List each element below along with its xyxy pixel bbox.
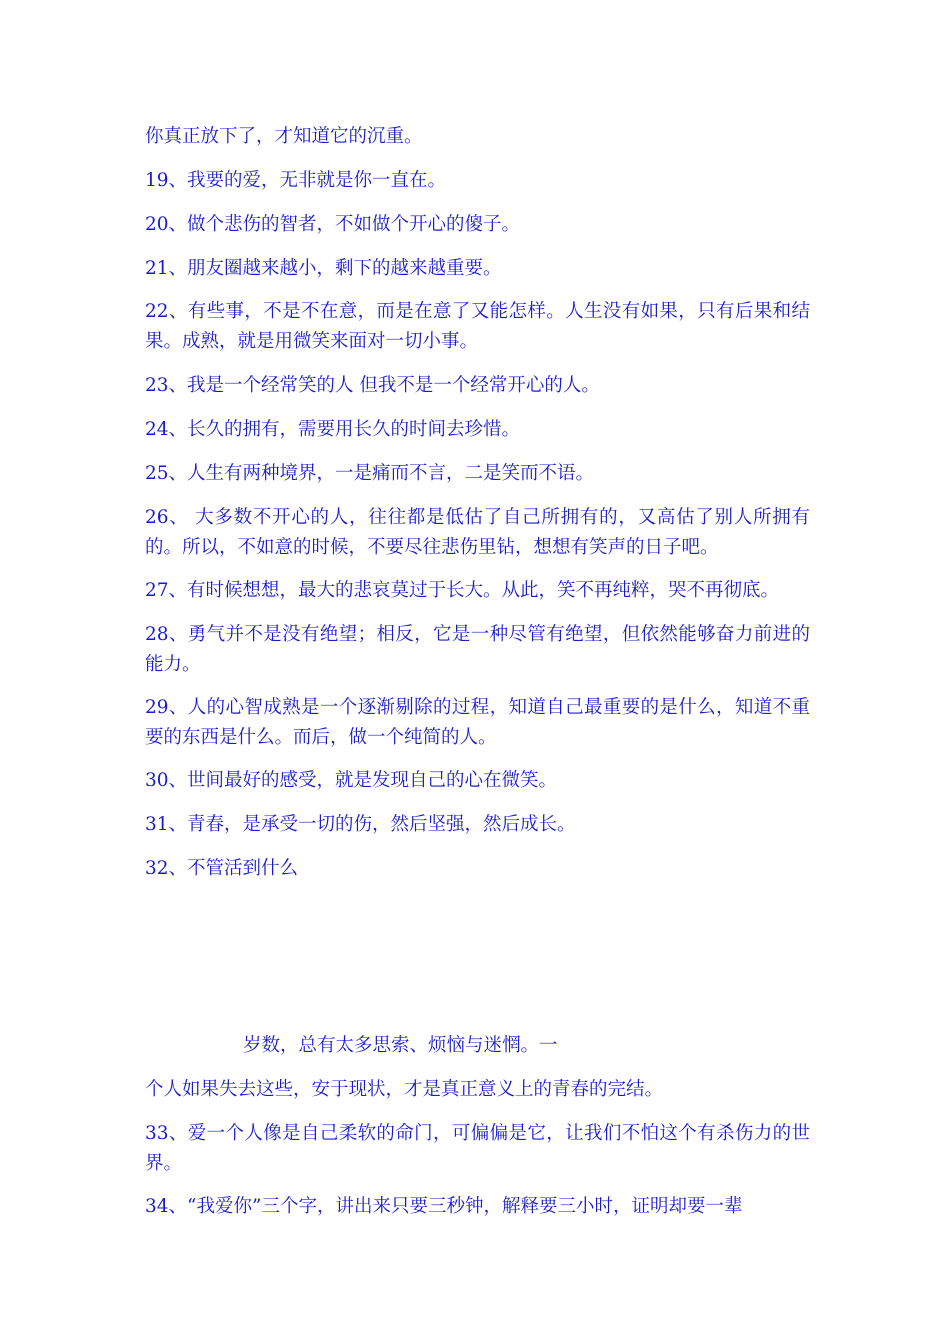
paragraph-30: 30、世间最好的感受，就是发现自己的心在微笑。 (145, 770, 558, 791)
paragraph-28: 28、勇气并不是没有绝望；相反，它是一种尽管有绝望，但依然能够奋力前进的能力。 (145, 624, 810, 675)
paragraph-19: 19、我要的爱，无非就是你一直在。 (145, 170, 447, 191)
paragraph-33: 33、爱一个人像是自己柔软的命门，可偏偏是它，让我们不怕这个有杀伤力的世界。 (145, 1123, 810, 1174)
paragraph-34: 34、“我爱你”三个字，讲出来只要三秒钟，解释要三小时，证明却要一辈 (145, 1196, 743, 1217)
paragraph-intro: 你真正放下了，才知道它的沉重。 (145, 126, 423, 147)
paragraph-26: 26、 大多数不开心的人，往往都是低估了自己所拥有的，又高估了别人所拥有的。所以，不如意的时候，不要尽往悲伤里钻，想想有笑声的日子吧。 (145, 507, 810, 558)
paragraph-32-continued: 岁数，总有太多思索、烦恼与迷惘。一 (243, 1035, 558, 1056)
paragraph-23: 23、我是一个经常笑的人 但我不是一个经常开心的人。 (145, 375, 600, 396)
paragraph-20: 20、做个悲伤的智者，不如做个开心的傻子。 (145, 214, 521, 235)
paragraph-32: 32、不管活到什么 (145, 858, 299, 879)
paragraph-22: 22、有些事，不是不在意，而是在意了又能怎样。人生没有如果，只有后果和结果。成熟，就是用微笑来面对一切小事。 (145, 301, 810, 352)
paragraph-31: 31、青春，是承受一切的伤，然后坚强，然后成长。 (145, 814, 576, 835)
paragraph-24: 24、长久的拥有，需要用长久的时间去珍惜。 (145, 419, 521, 440)
paragraph-27: 27、有时候想想，最大的悲哀莫过于长大。从此，笑不再纯粹，哭不再彻底。 (145, 580, 780, 601)
paragraph-25: 25、人生有两种境界，一是痛而不言，二是笑而不语。 (145, 463, 595, 484)
paragraph-29: 29、人的心智成熟是一个逐渐剔除的过程，知道自己最重要的是什么，知道不重要的东西是什么。而后，做一个纯简的人。 (145, 697, 810, 748)
paragraph-21: 21、朋友圈越来越小，剩下的越来越重要。 (145, 258, 502, 279)
paragraph-32-end: 个人如果失去这些，安于现状，才是真正意义上的青春的完结。 (145, 1079, 664, 1100)
